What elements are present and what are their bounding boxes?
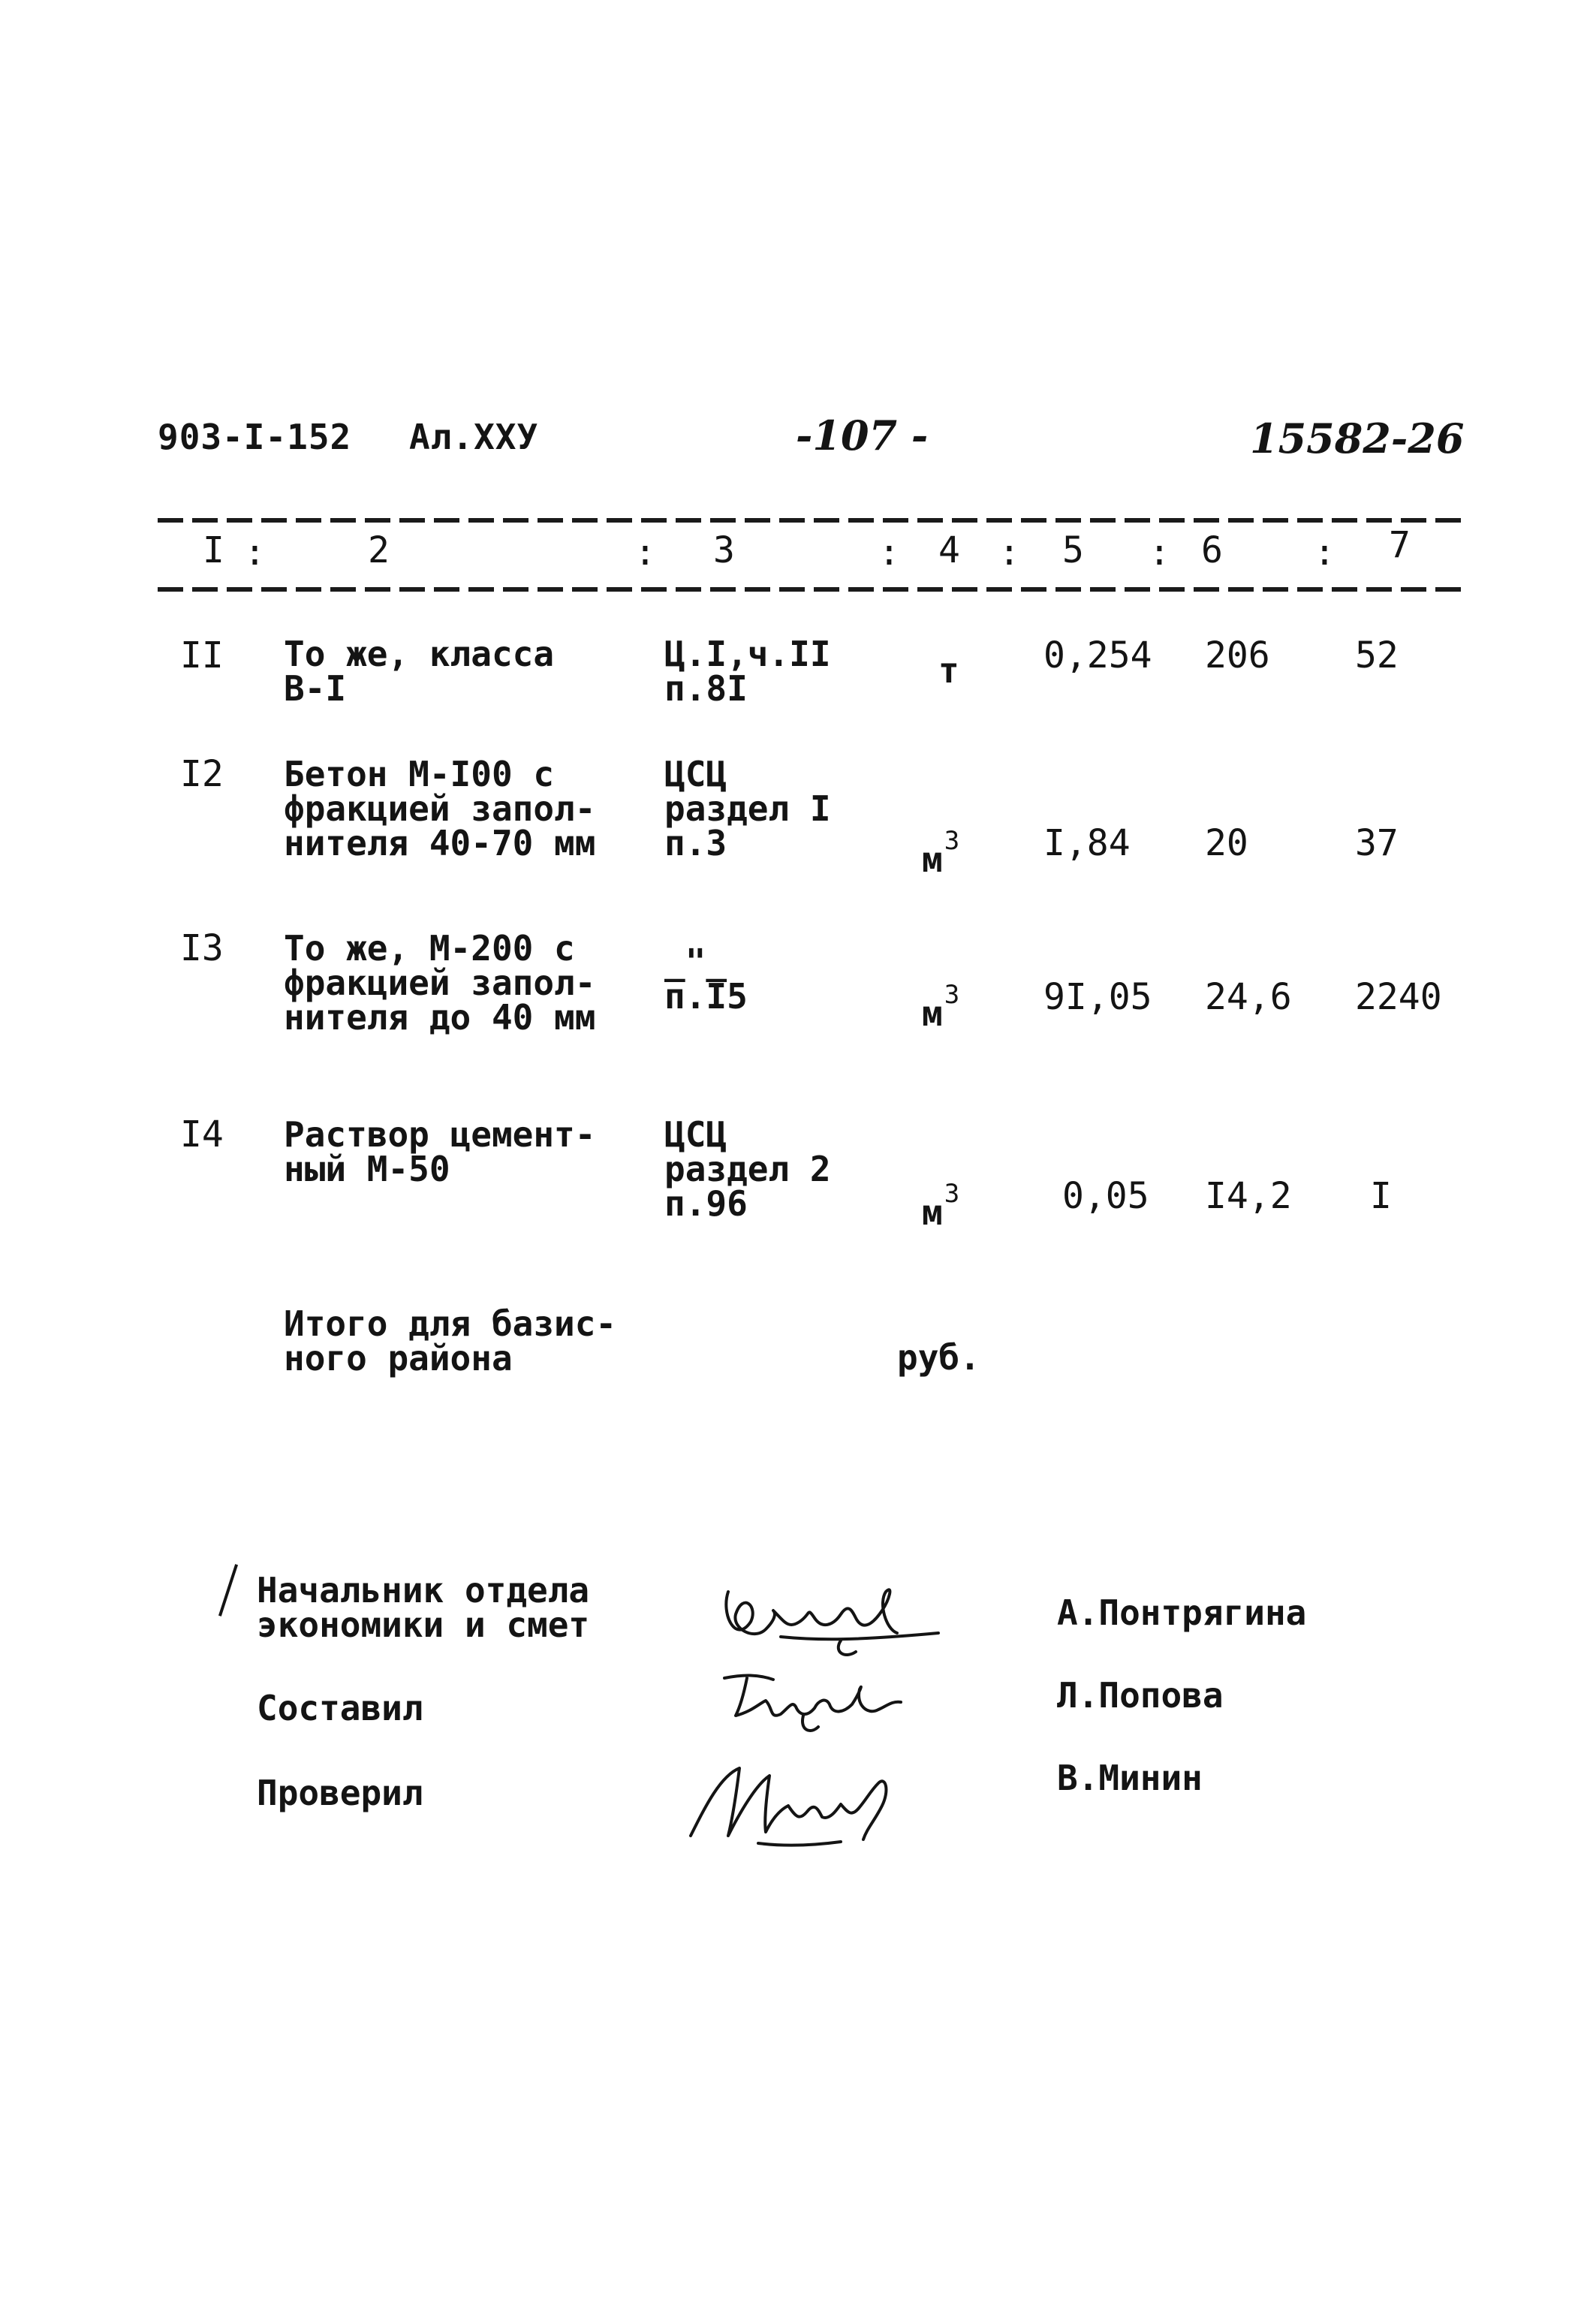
unit: $м^3$ xyxy=(922,1179,960,1233)
column-number: 4 xyxy=(938,529,960,571)
item-name: Бетон М-I00 с фракцией запол- нителя 40-70 мм xyxy=(284,754,596,863)
signatory-role: Составил xyxy=(257,1688,423,1728)
signatory-name: В.Минин xyxy=(1057,1758,1203,1798)
quantity: I,84 xyxy=(1043,822,1131,864)
column-number: 6 xyxy=(1201,529,1223,571)
column-separator: : xyxy=(998,532,1020,574)
item-name: Раствор цемент- ный М-50 xyxy=(284,1114,596,1189)
column-separator: : xyxy=(1149,532,1170,574)
handwritten-signature xyxy=(713,1663,923,1746)
total-unit: руб. xyxy=(897,1337,980,1378)
item-name: То же, М-200 с фракцией запол- нителя до 40 мм xyxy=(284,928,596,1038)
item-name: То же, класса В-I xyxy=(284,634,555,709)
column-separator: : xyxy=(634,532,656,574)
document-code: 903-I-152 xyxy=(158,417,352,457)
handwritten-signature xyxy=(713,1569,953,1667)
price-reference: ЦСЦ раздел I п.3 xyxy=(664,754,831,863)
row-number: II xyxy=(180,634,224,676)
margin-mark xyxy=(218,1564,238,1617)
row-number: I2 xyxy=(180,753,224,795)
quantity: 0,05 xyxy=(1062,1175,1149,1217)
handwritten-signature xyxy=(676,1746,916,1858)
unit: $м^3$ xyxy=(922,826,960,880)
unit: т xyxy=(938,650,959,691)
signatory-role: Начальник отдела экономики и смет xyxy=(257,1570,590,1645)
row-number: I4 xyxy=(180,1113,224,1156)
table-header-rule xyxy=(158,587,1464,592)
total-cost: I xyxy=(1370,1175,1392,1217)
unit-price: 206 xyxy=(1205,634,1270,676)
column-separator: : xyxy=(878,532,900,574)
signatory-name: Л.Попова xyxy=(1057,1675,1224,1716)
price-reference: _"_ п.I5 xyxy=(664,942,748,1017)
signatory-name: А.Понтрягина xyxy=(1057,1592,1307,1633)
signatory-role: Проверил xyxy=(257,1773,423,1813)
column-separator: : xyxy=(1314,532,1336,574)
column-number: 2 xyxy=(368,529,390,571)
quantity: 9I,05 xyxy=(1043,976,1152,1018)
total-cost: 2240 xyxy=(1355,976,1442,1018)
table-top-rule xyxy=(158,518,1464,523)
album-number: Ал.XXУ xyxy=(409,417,539,457)
unit-price: 20 xyxy=(1205,822,1248,864)
price-reference: ЦСЦ раздел 2 п.96 xyxy=(664,1114,831,1224)
column-number: 3 xyxy=(713,529,735,571)
archive-number: 15582-26 xyxy=(1250,414,1465,463)
page-number: -107 - xyxy=(796,411,929,459)
row-number: I3 xyxy=(180,927,224,969)
total-cost: 37 xyxy=(1355,822,1399,864)
unit-price: 24,6 xyxy=(1205,976,1292,1018)
column-number: 7 xyxy=(1389,524,1411,566)
column-number: 5 xyxy=(1062,529,1084,571)
unit: $м^3$ xyxy=(922,980,960,1034)
column-separator: : xyxy=(244,532,266,574)
total-cost: 52 xyxy=(1355,634,1399,676)
unit-price: I4,2 xyxy=(1205,1175,1292,1217)
total-label: Итого для базис- ного района xyxy=(284,1303,617,1378)
price-reference: Ц.I,ч.II п.8I xyxy=(664,634,831,709)
quantity: 0,254 xyxy=(1043,634,1152,676)
column-number: I xyxy=(203,529,224,571)
